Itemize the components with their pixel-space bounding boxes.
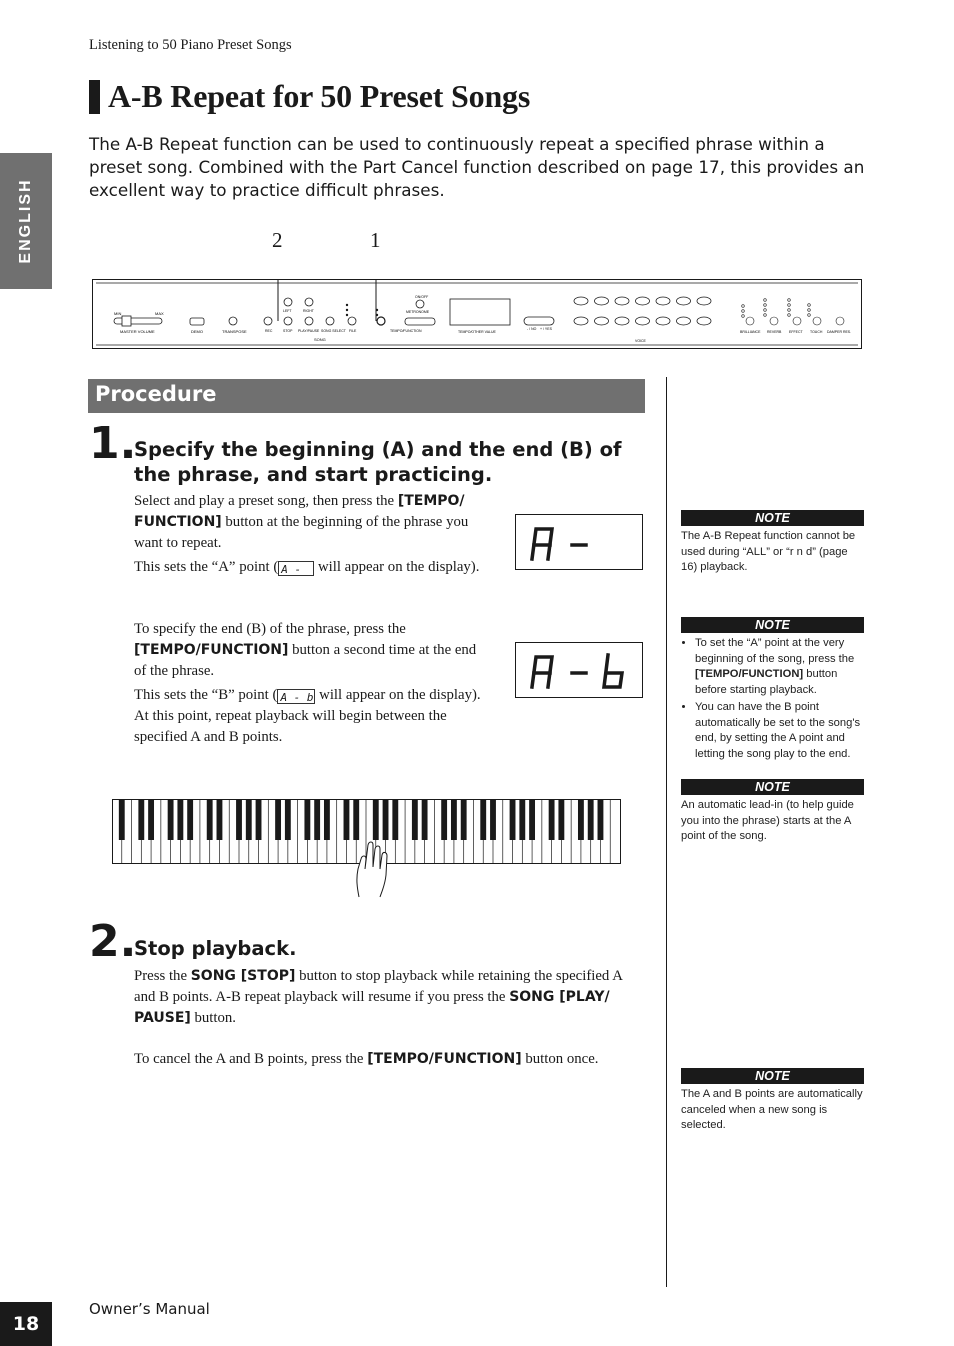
black-key bbox=[285, 800, 291, 840]
step-2-number: 2. bbox=[89, 916, 137, 967]
seven-segment-ab bbox=[516, 643, 642, 697]
black-key bbox=[344, 800, 350, 840]
intro-paragraph: The A-B Repeat function can be used to continuously repeat a specified phrase within a preset song. Combined with the Part Cancel function described on page 17, this provides an excellent way to practice difficult phrases. bbox=[89, 134, 865, 200]
step-1-heading: Specify the beginning (A) and the end (B) of the phrase, and start practicing. bbox=[134, 438, 622, 486]
black-key bbox=[510, 800, 516, 840]
step-1-para-2: This sets the “A” point ( A - will appear on the display). bbox=[134, 559, 480, 576]
seven-segment-a bbox=[516, 515, 642, 569]
step-2-text bbox=[134, 966, 646, 1070]
black-key bbox=[558, 800, 564, 840]
panel-rec-label: REC bbox=[265, 329, 273, 333]
footer-text: Owner’s Manual bbox=[89, 1300, 210, 1318]
panel-tempo-function-label: TEMPO/FUNCTION bbox=[390, 329, 422, 333]
display-ab-points bbox=[515, 642, 643, 698]
language-tab bbox=[0, 153, 52, 289]
black-key bbox=[324, 800, 330, 840]
page-number: 18 bbox=[0, 1302, 52, 1346]
panel-voice-label: VOICE bbox=[635, 339, 646, 343]
panel-demo-label: DEMO bbox=[191, 329, 203, 334]
black-key bbox=[529, 800, 535, 840]
panel-left-label: LEFT bbox=[283, 309, 292, 313]
black-key bbox=[461, 800, 467, 840]
black-key bbox=[451, 800, 457, 840]
step-1-number: 1. bbox=[89, 418, 137, 469]
step-1-text-b bbox=[134, 619, 490, 748]
panel-no-label: - / NO bbox=[527, 327, 537, 331]
step-1-para-3: To specify the end (B) of the phrase, press the [TEMPO/FUNCTION] button a second time at the end of the phrase. bbox=[134, 621, 477, 679]
step-1-para-4: This sets the “B” point ( A - b will appear on the display). bbox=[134, 687, 481, 704]
panel-metronome-label: METRONOME bbox=[406, 310, 430, 314]
black-key bbox=[246, 800, 252, 840]
black-key bbox=[519, 800, 525, 840]
panel-song-select-label: SONG SELECT bbox=[321, 329, 346, 333]
panel-song-label: SONG bbox=[314, 337, 326, 342]
panel-stop-label: STOP bbox=[283, 329, 293, 333]
black-key bbox=[353, 800, 359, 840]
panel-master-volume-label: MASTER VOLUME bbox=[120, 329, 155, 334]
note-4-text: The A and B points are automatically canceled when a new song is selected. bbox=[681, 1088, 863, 1131]
black-key bbox=[412, 800, 418, 840]
black-key bbox=[373, 800, 379, 840]
black-key bbox=[168, 800, 174, 840]
step-2-para-2: To cancel the A and B points, press the [TEMPO/FUNCTION] button once. bbox=[134, 1051, 599, 1067]
note-label-2: NOTE bbox=[681, 617, 864, 633]
black-key bbox=[588, 800, 594, 840]
step-2-para-1: Press the SONG [STOP] button to stop playback while retaining the specified A and B points. A-B repeat playback will resume if you press the SONG [PLAY/ PAUSE] button. bbox=[134, 968, 623, 1026]
note-label-4: NOTE bbox=[681, 1068, 864, 1084]
panel-brilliance-label: BRILLIANCE bbox=[740, 330, 761, 334]
black-key bbox=[256, 800, 262, 840]
procedure-heading: Procedure bbox=[95, 382, 217, 406]
black-key bbox=[578, 800, 584, 840]
callout-one: 1 bbox=[370, 228, 381, 252]
black-key bbox=[549, 800, 555, 840]
note-2-bullet-1: • To set the “A” point at the very beginning of the song, press the [TEMPO/FUNCTION] button before starting playback. bbox=[695, 636, 864, 698]
panel-right-label: RIGHT bbox=[303, 309, 314, 313]
panel-reverb-label: REVERB bbox=[767, 330, 782, 334]
black-key bbox=[187, 800, 193, 840]
note-label-1: NOTE bbox=[681, 510, 864, 526]
black-key bbox=[441, 800, 447, 840]
black-key bbox=[236, 800, 242, 840]
running-head: Listening to 50 Piano Preset Songs bbox=[89, 37, 292, 53]
language-tab-label: ENGLISH bbox=[17, 178, 34, 264]
black-key bbox=[177, 800, 183, 840]
black-key bbox=[392, 800, 398, 840]
panel-touch-label: TOUCH bbox=[810, 330, 823, 334]
note-2-bullet-2: • You can have the B point automatically be set to the song's end, by setting the A point and letting the song play to the end. bbox=[695, 700, 864, 762]
panel-file-label: FILE bbox=[349, 329, 357, 333]
black-key bbox=[490, 800, 496, 840]
panel-min-label: MIN bbox=[114, 311, 122, 316]
black-key bbox=[383, 800, 389, 840]
black-key bbox=[480, 800, 486, 840]
display-a-point bbox=[515, 514, 643, 570]
step-1-text-a bbox=[134, 491, 490, 578]
note-label-3: NOTE bbox=[681, 779, 864, 795]
panel-yes-label: + / YES bbox=[540, 327, 552, 331]
keyboard-illustration bbox=[112, 799, 622, 899]
page-title: A-B Repeat for 50 Preset Songs bbox=[108, 78, 531, 114]
note-1-text: The A-B Repeat function cannot be used during “ALL” or “r n d” (page 16) playback. bbox=[681, 530, 856, 573]
panel-max-label: MAX bbox=[155, 311, 164, 316]
black-key bbox=[119, 800, 125, 840]
black-key bbox=[217, 800, 223, 840]
black-key bbox=[275, 800, 281, 840]
panel-play-pause-label: PLAY/PAUSE bbox=[298, 329, 320, 333]
black-key bbox=[138, 800, 144, 840]
panel-effect-label: EFFECT bbox=[789, 330, 803, 334]
inline-display-a: A - bbox=[278, 561, 314, 576]
black-key bbox=[207, 800, 213, 840]
inline-display-ab: A - b bbox=[277, 689, 315, 704]
note-2-text bbox=[681, 636, 864, 764]
panel-tempo-other-value-label: TEMPO/OTHER VALUE bbox=[458, 330, 496, 334]
step-1-para-5: At this point, repeat playback will begin between the specified A and B points. bbox=[134, 708, 447, 745]
panel-transpose-label: TRANSPOSE bbox=[222, 329, 247, 334]
black-key bbox=[314, 800, 320, 840]
title-marker bbox=[89, 80, 100, 114]
callout-two: 2 bbox=[272, 228, 283, 252]
black-key bbox=[598, 800, 604, 840]
black-key bbox=[304, 800, 310, 840]
panel-damper-res-label: DAMPER RES. bbox=[827, 330, 852, 334]
step-1-para-1: Select and play a preset song, then press the [TEMPO/ FUNCTION] button at the beginning of the phrase you want to repeat. bbox=[134, 493, 469, 551]
step-2-heading: Stop playback. bbox=[134, 937, 297, 960]
black-key bbox=[148, 800, 154, 840]
column-divider bbox=[666, 377, 667, 1287]
control-panel-illustration bbox=[92, 279, 862, 349]
note-3-text: An automatic lead-in (to help guide you into the phrase) starts at the A point of the song. bbox=[681, 799, 854, 842]
panel-on-off-label: ON/OFF bbox=[415, 295, 429, 299]
black-key bbox=[422, 800, 428, 840]
